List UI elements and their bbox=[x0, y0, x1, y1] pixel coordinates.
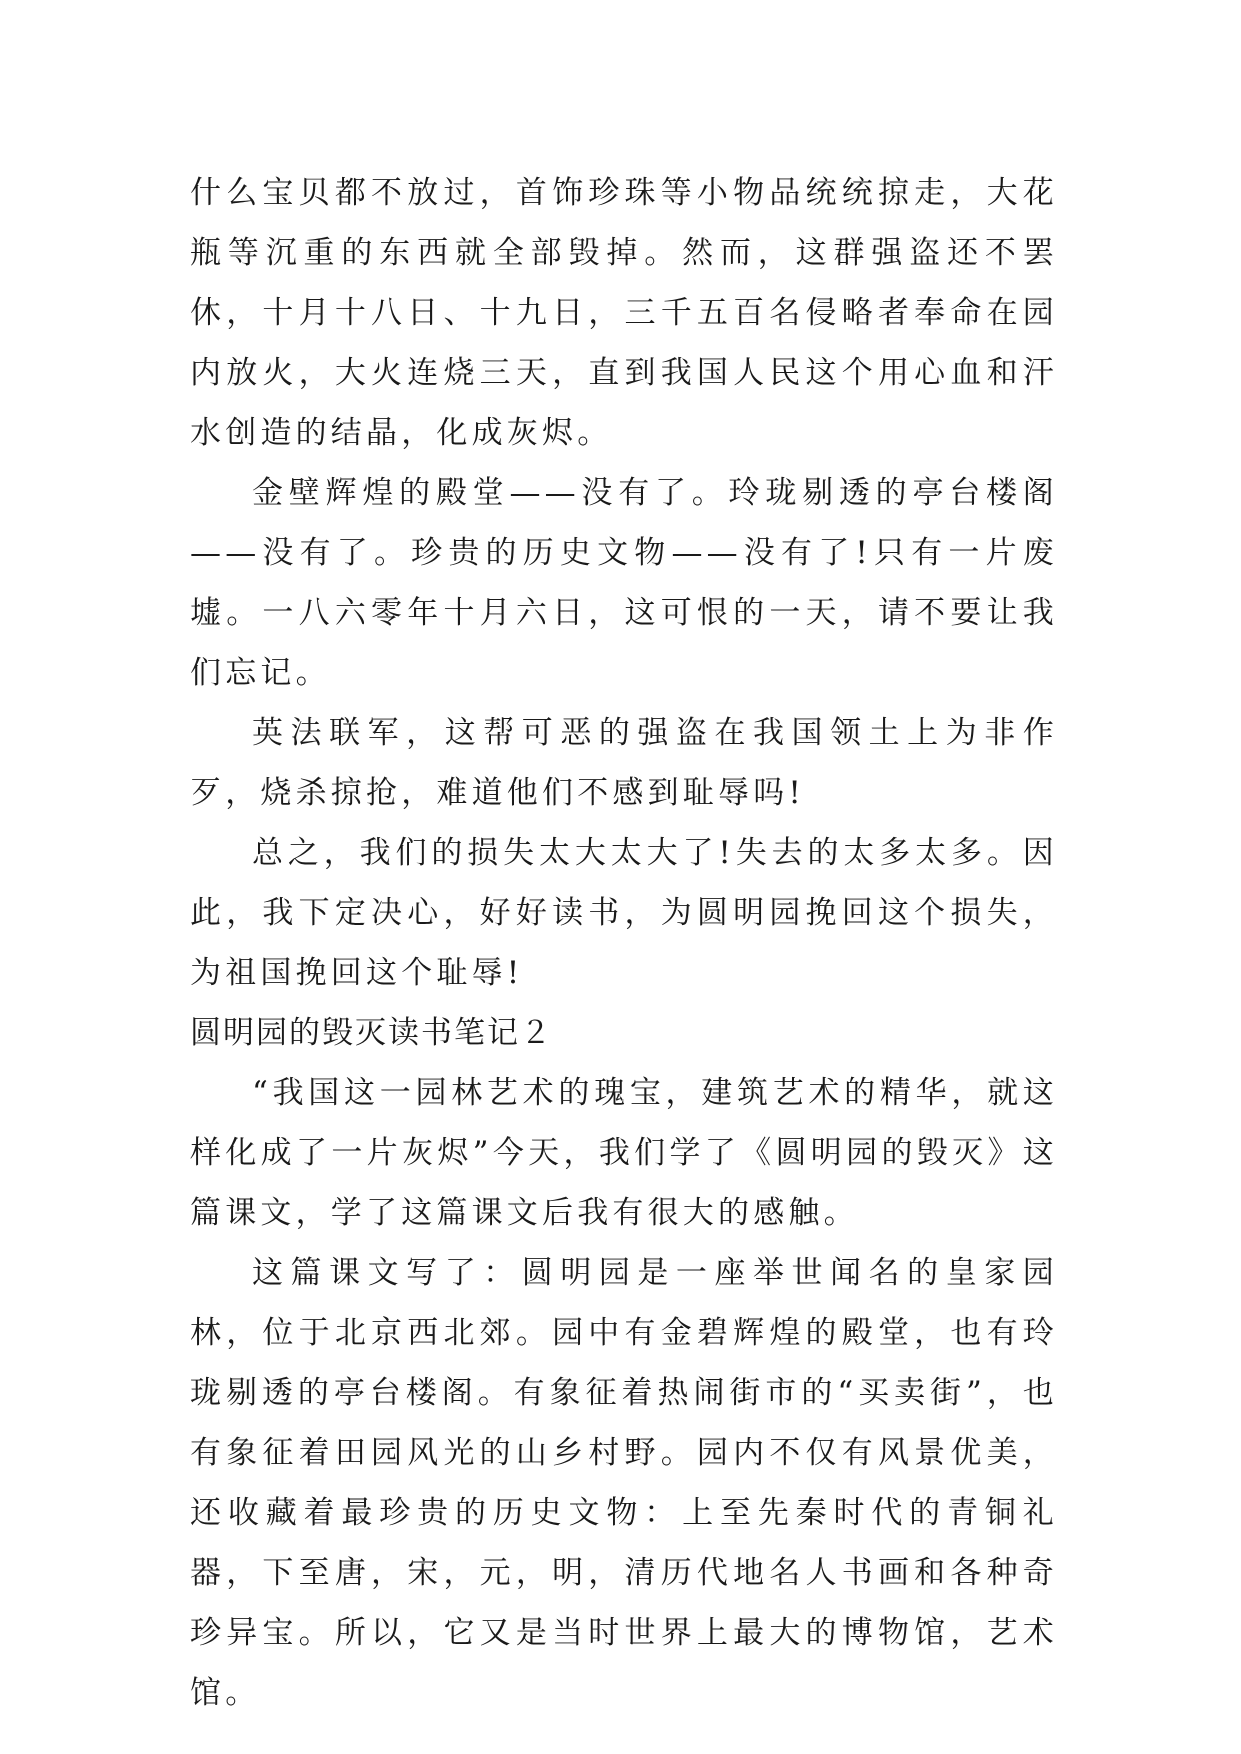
paragraph-3: 英法联军，这帮可恶的强盗在我国领土上为非作歹，烧杀掠抢，难道他们不感到耻辱吗! bbox=[190, 715, 1058, 811]
paragraph-6: 这篇课文写了：圆明园是一座举世闻名的皇家园林，位于北京西北郊。园中有金碧辉煌的殿堂，也有玲珑剔透的亭台楼阁。有象征着热闹街市的“买卖街”，也有象征着田园风光的山乡村野。园内不仅有风景优美，还收藏着最珍贵的历史文物：上至先秦时代的青铜礼器，下至唐，宋，元，明，清历代地名人书画和各种奇珍异宝。所以，它又是当时世界上最大的博物馆，艺术馆。 bbox=[190, 1255, 1058, 1711]
section-heading: 圆明园的毁灭读书笔记２ bbox=[190, 1015, 553, 1051]
paragraph-2: 金壁辉煌的殿堂——没有了。玲珑剔透的亭台楼阁——没有了。珍贵的历史文物——没有了!只有一片废墟。一八六零年十月六日，这可恨的一天，请不要让我们忘记。 bbox=[190, 475, 1058, 691]
paragraph-1: 什么宝贝都不放过，首饰珍珠等小物品统统掠走，大花瓶等沉重的东西就全部毁掉。然而，这群强盗还不罢休，十月十八日、十九日，三千五百名侵略者奉命在园内放火，大火连烧三天，直到我国人民这个用心血和汗水创造的结晶，化成灰烬。 bbox=[190, 175, 1058, 451]
document-body bbox=[190, 163, 1058, 1723]
paragraph-4: 总之，我们的损失太大太大了!失去的太多太多。因此，我下定决心，好好读书，为圆明园挽回这个损失，为祖国挽回这个耻辱! bbox=[190, 835, 1058, 991]
paragraph-5: “我国这一园林艺术的瑰宝，建筑艺术的精华，就这样化成了一片灰烬”今天，我们学了《圆明园的毁灭》这篇课文，学了这篇课文后我有很大的感触。 bbox=[190, 1075, 1058, 1231]
